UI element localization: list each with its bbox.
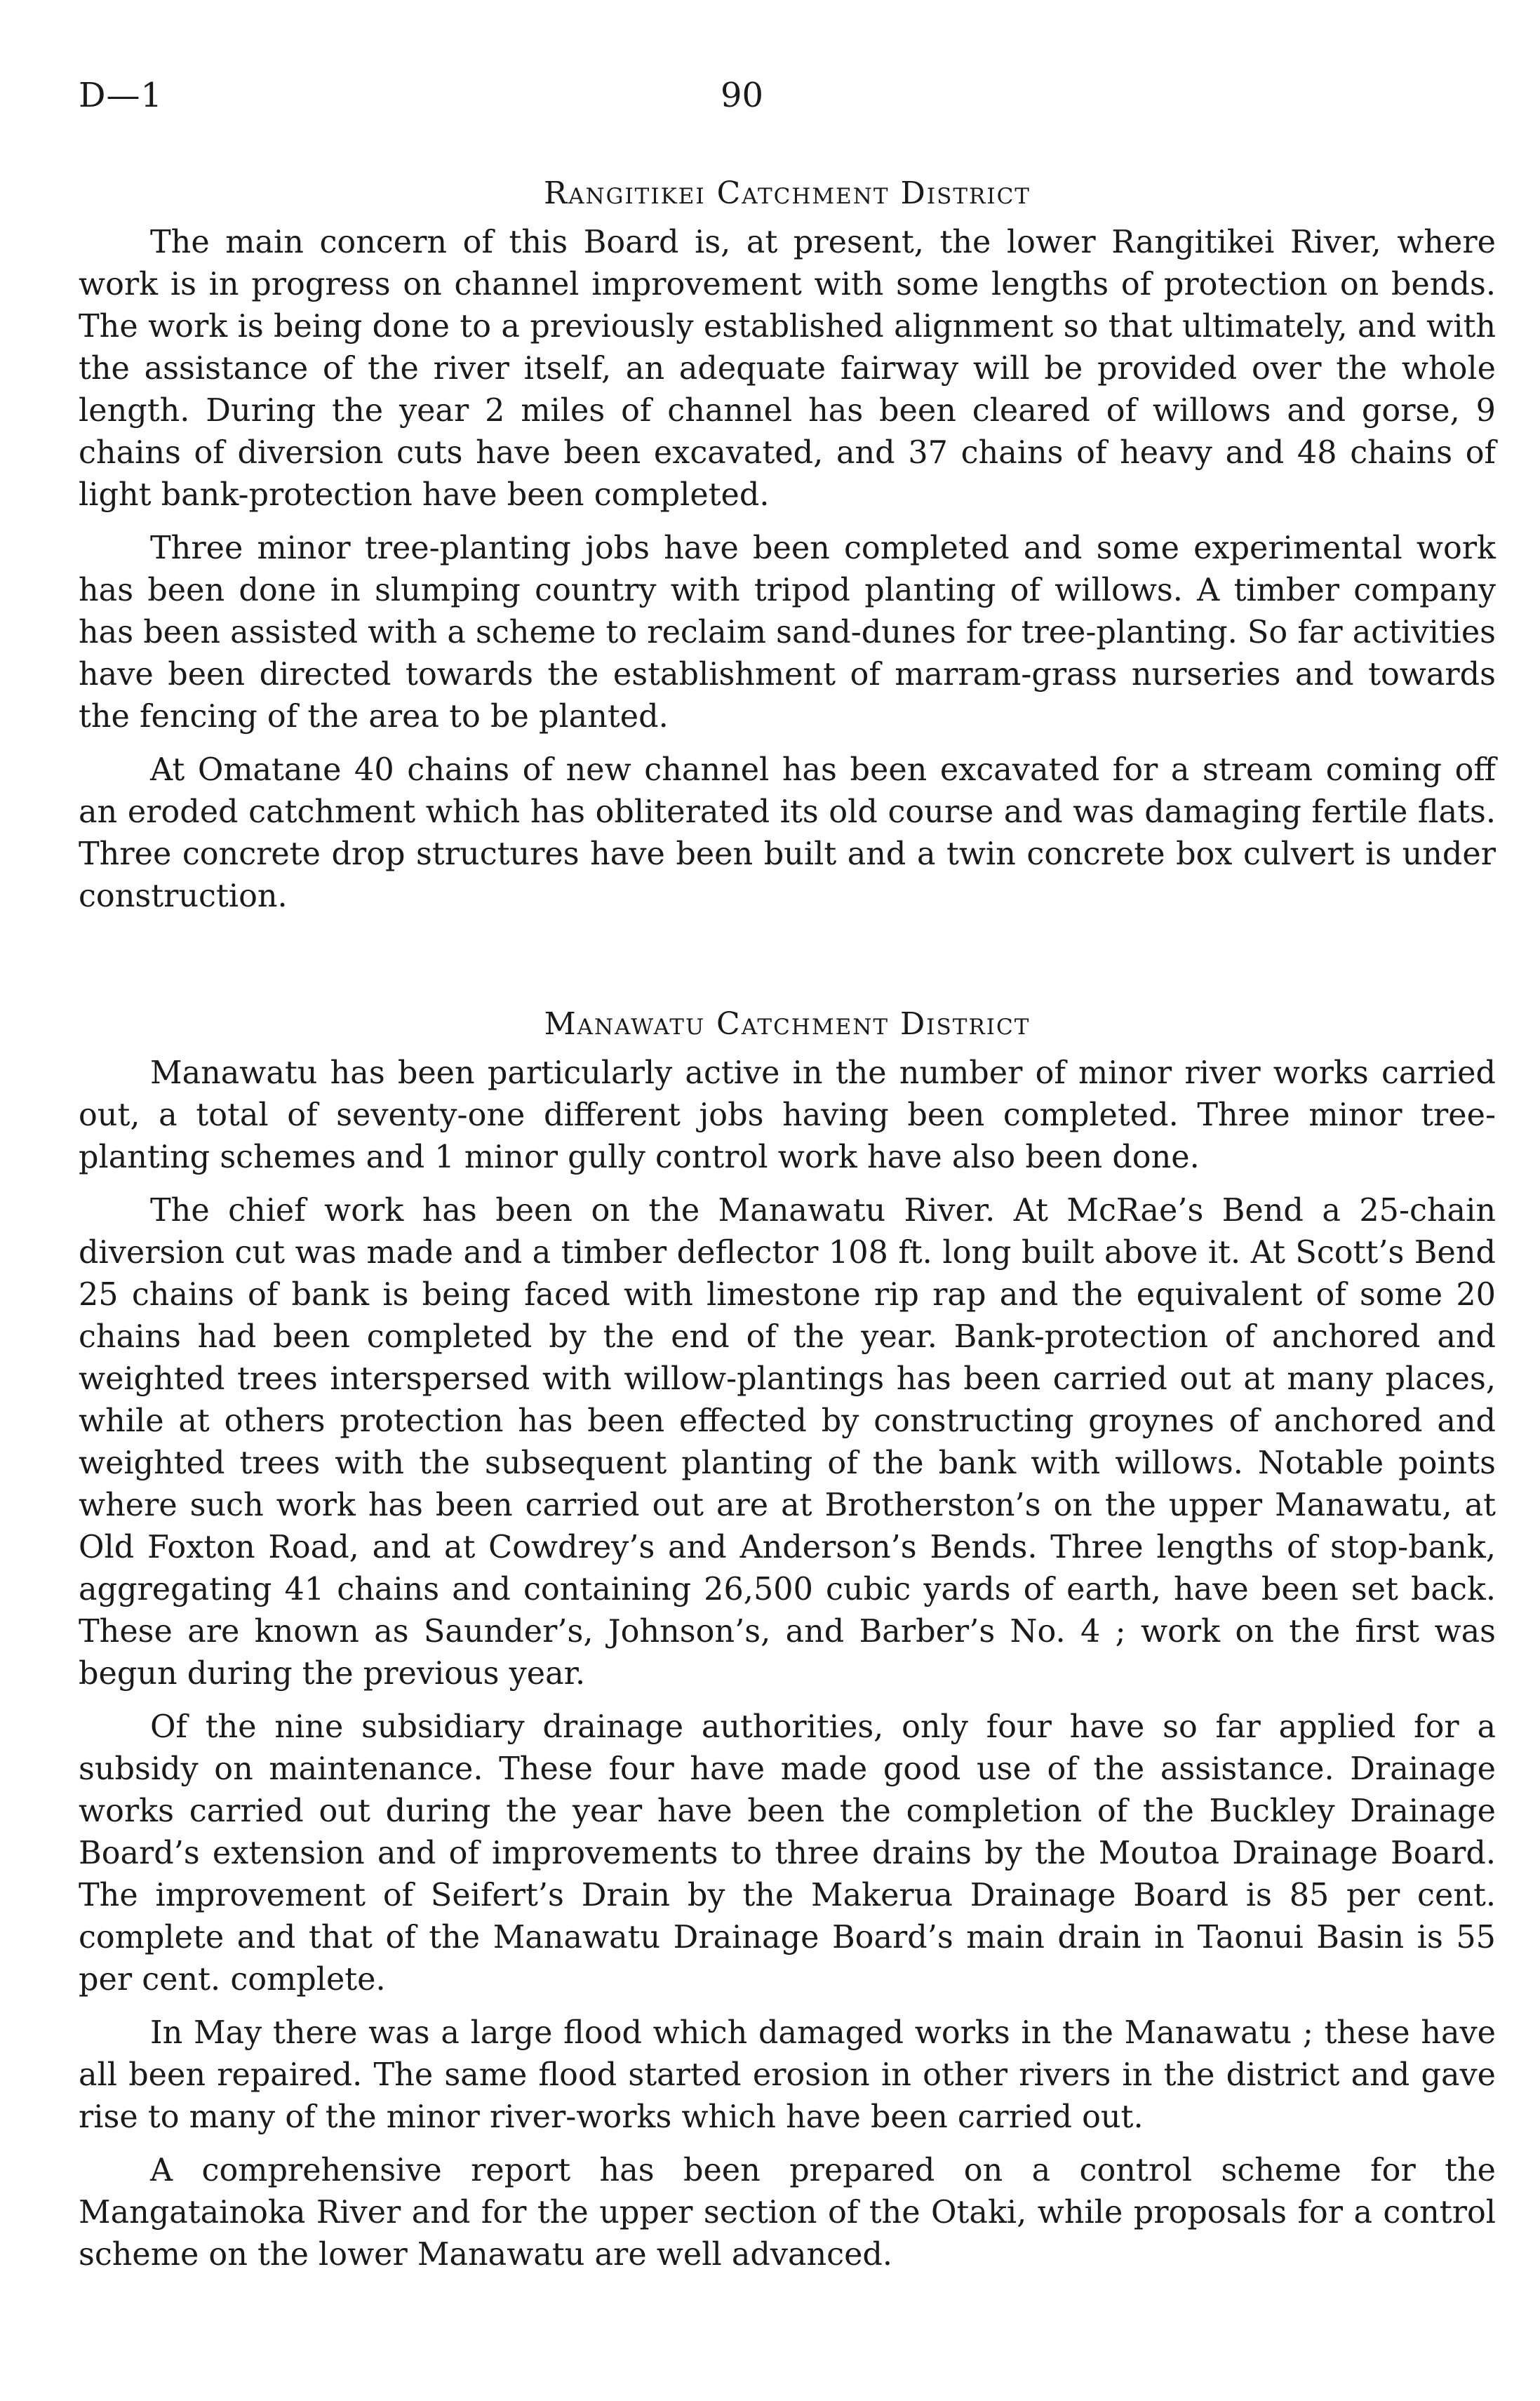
section-title: Manawatu Catchment District — [544, 1006, 1031, 1042]
paragraph: Of the nine subsidiary drainage authorities, only four have so far applied for a subsidy on maintenance. These four have made good use of the assistance. Drainage works carried out during the year have been the completion of the Buckley Drainage Board’s extension and of improvements to three drains by the Moutoa Drainage Board. The improvement of Seifert’s Drain by the Makerua Drainage Board is 85 per cent. complete and that of the Manawatu Drainage Board’s main drain in Taonui Basin is 55 per cent. complete. — [79, 1709, 1496, 1998]
paragraph: At Omatane 40 chains of new channel has been excavated for a stream coming off an eroded catchment which has obliterated its old course and was damaging fertile flats. Three concrete drop structures have been built and a twin concrete box culvert is under construction. — [79, 752, 1496, 914]
paragraph: Manawatu has been particularly active in the number of minor river works carried out, a total of seventy-one different jobs having been completed. Three minor tree-planting schemes and 1 minor gully control work have also been done. — [79, 1055, 1496, 1175]
section-title: Rangitikei Catchment District — [544, 175, 1031, 211]
paragraph: The main concern of this Board is, at present, the lower Rangitikei River, where work is in progress on channel improvement with some lengths of protection on bends. The work is being done to a previously established alignment so that ultimately, and with the assistance of the river itself, an adequate fairway will be provided over the whole length. During the year 2 miles of channel has been cleared of willows and gorse, 9 chains of diversion cuts have been excavated, and 37 chains of heavy and 48 chains of light bank-protection have been completed. — [79, 225, 1496, 513]
paragraph: Three minor tree-planting jobs have been completed and some experimental work has been done in slumping country with tripod planting of willows. A timber company has been assisted with a scheme to reclaim sand-dunes for tree-planting. So far activities have been directed towards the establishment of marram-grass nurseries and towards the fencing of the area to be planted. — [79, 530, 1496, 735]
paragraph: The chief work has been on the Manawatu River. At McRae’s Bend a 25-chain diversion cut was made and a timber deflector 108 ft. long built above it. At Scott’s Bend 25 chains of bank is being faced with limestone rip rap and the equivalent of some 20 chains had been completed by the end of the year. Bank-protection of anchored and weighted trees interspersed with willow-plantings has been carried out at many places, while at others protection has been effected by constructing groynes of anchored and weighted trees with the subsequent planting of the bank with willows. Notable points where such work has been carried out are at Brotherston’s on the upper Manawatu, at Old Foxton Road, and at Cowdrey’s and Anderson’s Bends. Three lengths of stop-bank, aggregating 41 chains and containing 26,500 cubic yards of earth, have been set back. These are known as Saunder’s, Johnson’s, and Barber’s No. 4 ; work on the first was begun during the previous year. — [79, 1193, 1496, 1692]
page-header — [0, 76, 1540, 132]
paragraph: A comprehensive report has been prepared on a control scheme for the Mangatainoka River and for the upper section of the Otaki, while proposals for a control scheme on the lower Manawatu are well advanced. — [79, 2153, 1496, 2273]
document-code: D—1 — [79, 76, 163, 115]
page-number: 90 — [720, 76, 764, 115]
section-manawatu — [79, 1005, 1496, 2287]
paragraph: In May there was a large flood which damaged works in the Manawatu ; these have all been repaired. The same flood started erosion in other rivers in the district and gave rise to many of the minor river-works which have been carried out. — [79, 2015, 1496, 2135]
section-rangitikei — [79, 174, 1496, 929]
